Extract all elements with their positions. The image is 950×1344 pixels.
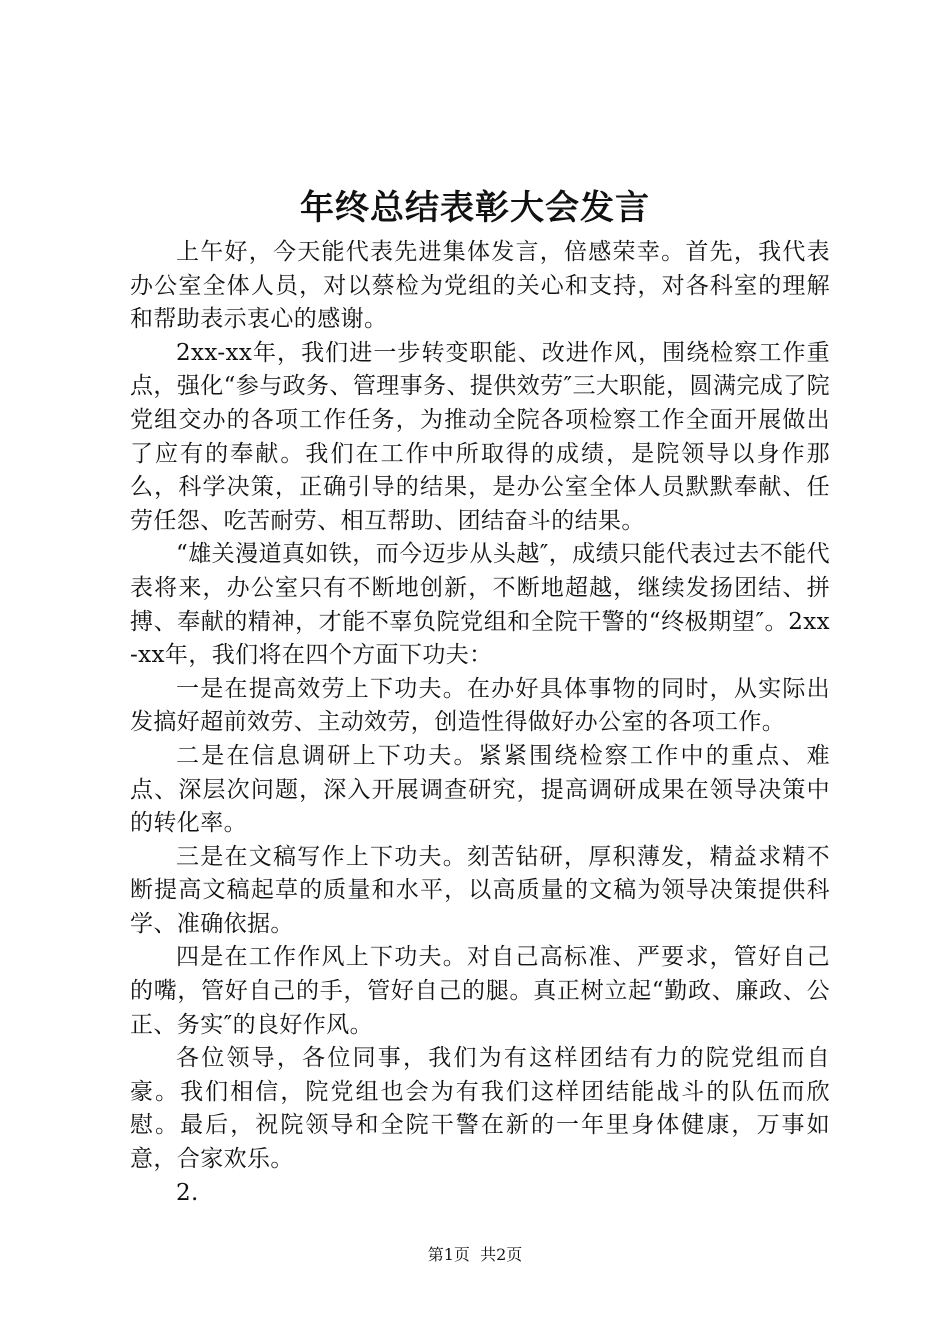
paragraph-outlook: “雄关漫道真如铁，而今迈步从头越″，成绩只能代表过去不能代表将来，办公室只有不断地创新，不断地超越，继续发扬团结、拼搏、奉献的精神，才能不辜负院党组和全院干警的“终极期望″。2xx-xx年，我们将在四个方面下功夫： (130, 541, 830, 669)
page-footer (0, 1244, 950, 1266)
paragraph-section-number: 2. (176, 1179, 199, 1206)
document-title: 年终总结表彰大会发言 (300, 188, 650, 228)
page-number-label: 第1页 共2页 (427, 1245, 523, 1264)
document-body (130, 236, 830, 1210)
paragraph-point-one: 一是在提高效劳上下功夫。在办好具体事物的同时，从实际出发搞好超前效劳、主动效劳，创造性得做好办公室的各项工作。 (130, 675, 830, 736)
paragraph-closing: 各位领导，各位同事，我们为有这样团结有力的院党组而自豪。我们相信，院党组也会为有我们这样团结能战斗的队伍而欣慰。最后，祝院领导和全院干警在新的一年里身体健康，万事如意，合家欢乐。 (130, 1045, 830, 1173)
paragraph-point-three: 三是在文稿写作上下功夫。刻苦钻研，厚积薄发，精益求精不断提高文稿起草的质量和水平，以高质量的文稿为领导决策提供科学、准确依据。 (130, 843, 830, 937)
paragraph-point-two: 二是在信息调研上下功夫。紧紧围绕检察工作中的重点、难点、深层次问题，深入开展调查研究，提高调研成果在领导决策中的转化率。 (130, 742, 830, 837)
paragraph-point-four: 四是在工作作风上下功夫。对自己高标准、严要求，管好自己的嘴，管好自己的手，管好自己的腿。真正树立起“勤政、廉政、公正、务实″的良好作风。 (130, 944, 830, 1038)
paragraph-achievements: 2xx-xx年，我们进一步转变职能、改进作风，围绕检察工作重点，强化“参与政务、管理事务、提供效劳″三大职能，圆满完成了院党组交办的各项工作任务，为推动全院各项检察工作全面开展做出了应有的奉献。我们在工作中所取得的成绩，是院领导以身作那么，科学决策，正确引导的结果，是办公室全体人员默默奉献、任劳任怨、吃苦耐劳、相互帮助、团结奋斗的结果。 (130, 339, 830, 534)
paragraph-greeting: 上午好，今天能代表先进集体发言，倍感荣幸。首先，我代表办公室全体人员，对以蔡检为党组的关心和支持，对各科室的理解和帮助表示衷心的感谢。 (130, 239, 830, 333)
